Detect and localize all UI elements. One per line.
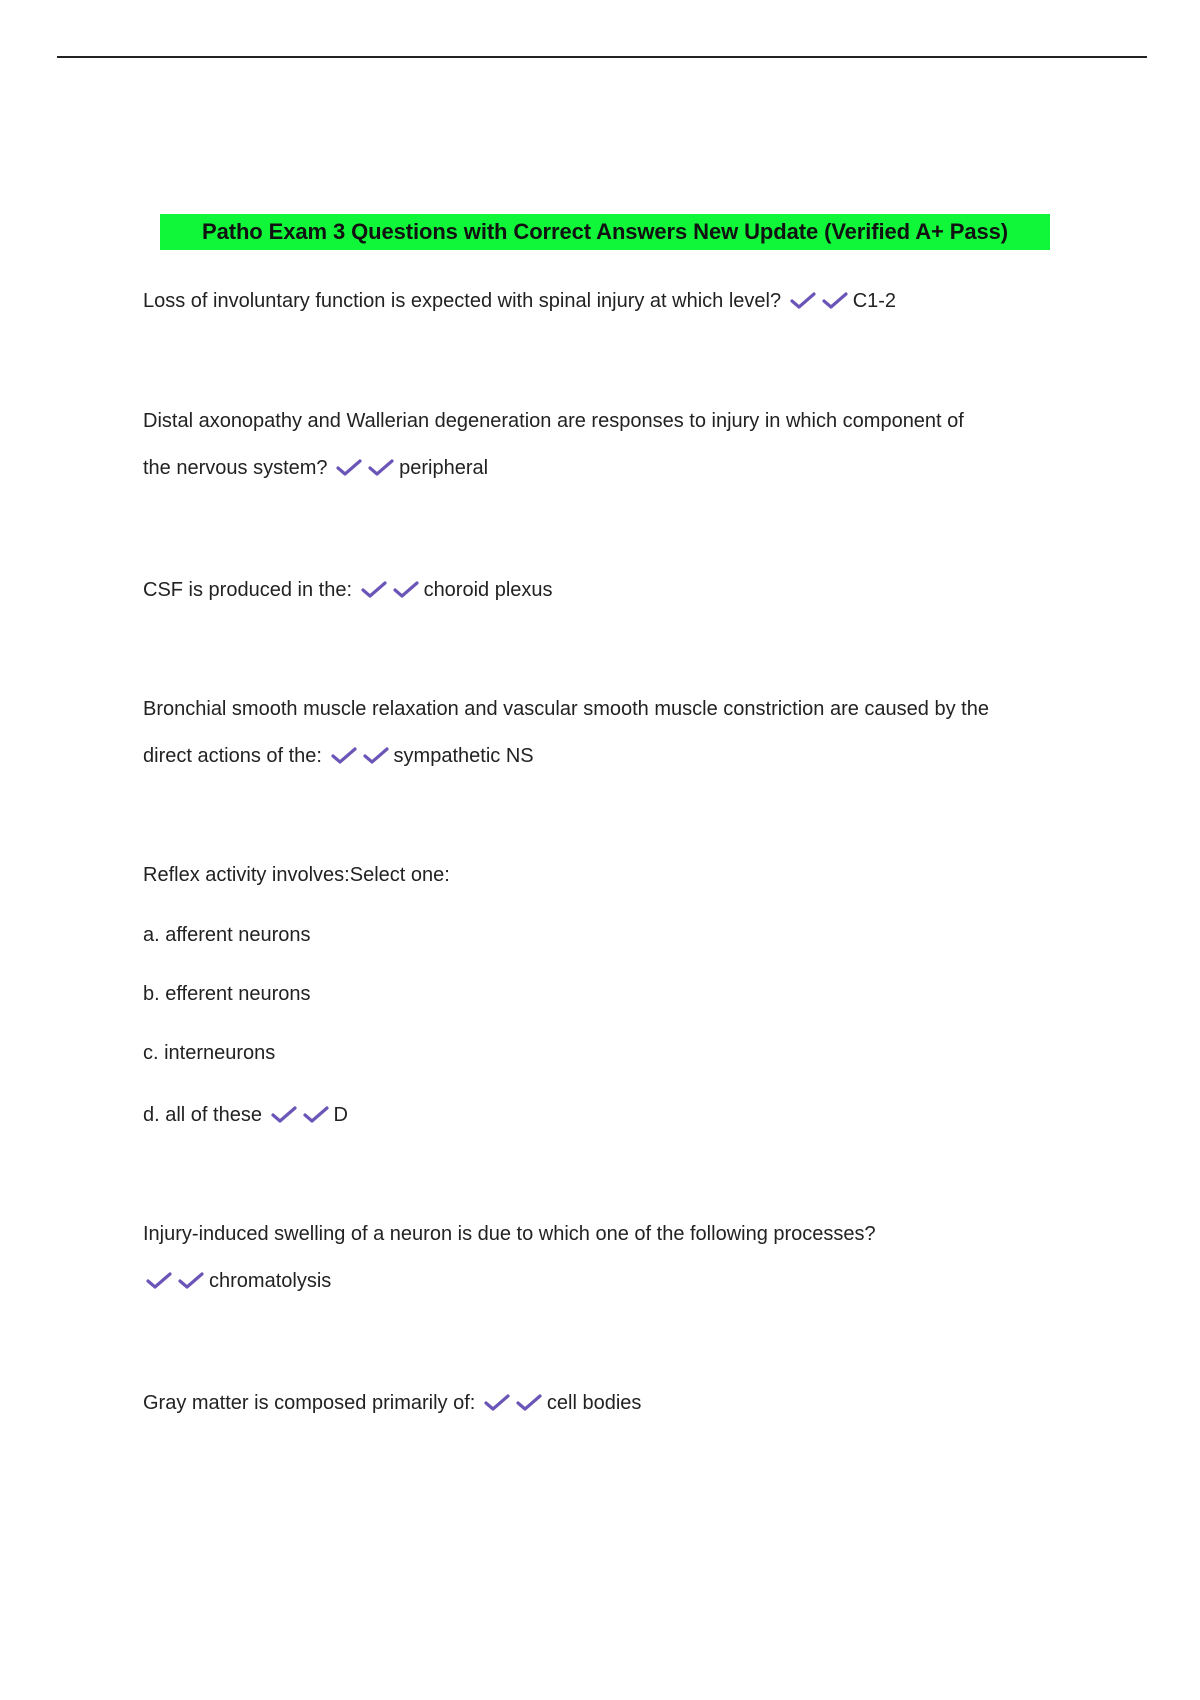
check-icon — [788, 290, 818, 310]
check-icon — [514, 1392, 544, 1412]
question-text: the nervous system? — [143, 457, 328, 479]
option-text: d. all of these — [143, 1104, 262, 1126]
option-text: c. interneurons — [143, 1042, 276, 1064]
question-text: Loss of involuntary function is expected with spinal injury at which level? — [143, 290, 782, 312]
check-icon — [329, 745, 359, 765]
question-text: CSF is produced in the: — [143, 579, 352, 601]
answer-text: chromatolysis — [209, 1270, 332, 1292]
check-icon — [366, 457, 396, 477]
option-text: b. efferent neurons — [143, 983, 311, 1005]
check-icon — [334, 457, 364, 477]
qa-item-4-line2 — [143, 744, 534, 768]
document-title: Patho Exam 3 Questions with Correct Answers New Update (Verified A+ Pass) — [202, 219, 1008, 244]
answer-text: D — [333, 1104, 348, 1126]
option-c — [143, 1041, 275, 1065]
check-icon — [176, 1270, 206, 1290]
question-text: Injury-induced swelling of a neuron is due to which one of the following processes? — [143, 1223, 876, 1245]
option-text: a. afferent neurons — [143, 924, 311, 946]
qa-item-6-line2 — [143, 1269, 331, 1293]
question-text: Distal axonopathy and Wallerian degeneration are responses to injury in which component of — [143, 410, 964, 432]
check-icon — [482, 1392, 512, 1412]
check-icon — [359, 579, 389, 599]
option-a — [143, 923, 311, 947]
qa-item-5 — [143, 863, 450, 887]
qa-item-4-line1 — [143, 697, 989, 721]
qa-item-2-line2 — [143, 456, 488, 480]
question-text: direct actions of the: — [143, 745, 322, 767]
check-icon — [820, 290, 850, 310]
check-icon — [301, 1104, 331, 1124]
qa-item-7 — [143, 1391, 641, 1415]
check-icon — [391, 579, 421, 599]
top-rule — [57, 56, 1147, 58]
qa-item-1 — [143, 289, 896, 313]
answer-text: peripheral — [399, 457, 489, 479]
check-icon — [144, 1270, 174, 1290]
qa-item-6-line1 — [143, 1222, 876, 1246]
answer-text: C1-2 — [852, 290, 897, 312]
answer-text: sympathetic NS — [393, 745, 534, 767]
option-d — [143, 1103, 348, 1127]
answer-text: choroid plexus — [423, 579, 553, 601]
option-b — [143, 982, 311, 1006]
question-text: Reflex activity involves:Select one: — [143, 864, 450, 886]
title-highlight — [160, 214, 1050, 250]
check-icon — [269, 1104, 299, 1124]
question-text: Gray matter is composed primarily of: — [143, 1392, 476, 1414]
question-text: Bronchial smooth muscle relaxation and vascular smooth muscle constriction are caused by the — [143, 698, 989, 720]
qa-item-2-line1 — [143, 409, 964, 433]
check-icon — [361, 745, 391, 765]
qa-item-3 — [143, 578, 553, 602]
answer-text: cell bodies — [546, 1392, 642, 1414]
